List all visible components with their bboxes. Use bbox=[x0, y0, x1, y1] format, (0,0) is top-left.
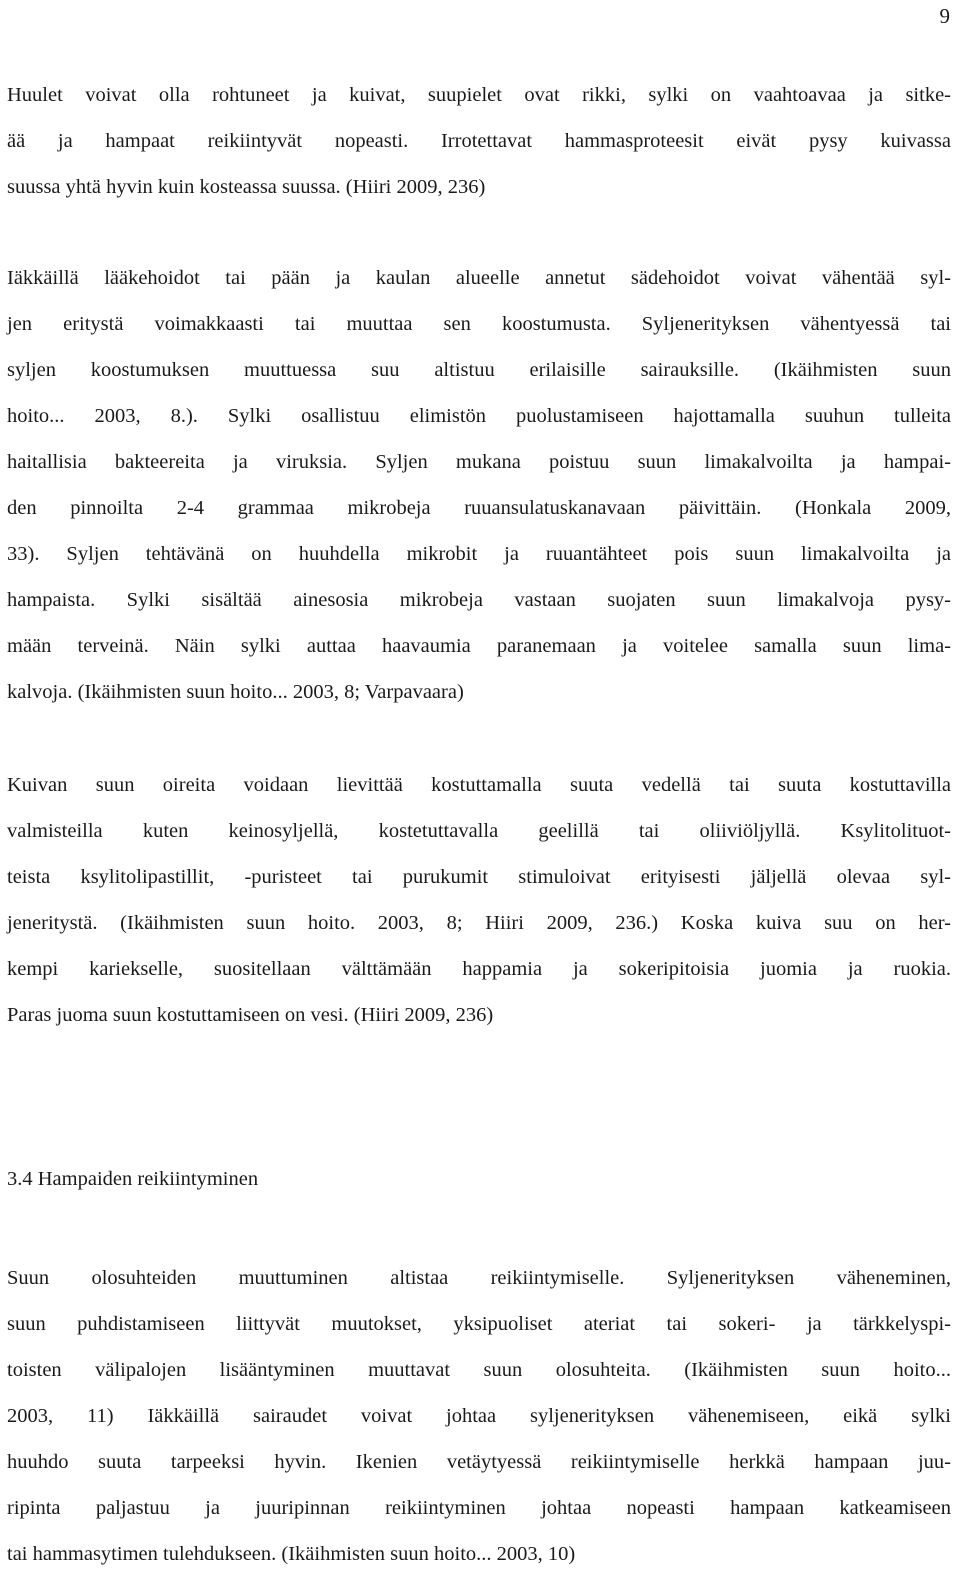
paragraph-5-line-6: ripinta paljastuu ja juuripinnan reikiintyminen johtaa nopeasti hampaan katkeamiseen bbox=[7, 1497, 951, 1519]
paragraph-2-line-8: hampaista. Sylki sisältää ainesosia mikrobeja vastaan suojaten suun limakalvoja pysy- bbox=[7, 589, 951, 611]
paragraph-1-line-3: suussa yhtä hyvin kuin kosteassa suussa. (Hiiri 2009, 236) bbox=[7, 176, 486, 198]
page-number: 9 bbox=[939, 4, 950, 28]
paragraph-5-line-2: suun puhdistamiseen liittyvät muutokset, yksipuoliset ateriat tai sokeri- ja tärkkelyspi- bbox=[7, 1313, 951, 1335]
paragraph-3-line-6: Paras juoma suun kostuttamiseen on vesi. (Hiiri 2009, 236) bbox=[7, 1004, 494, 1026]
paragraph-3-line-4: jeneritystä. (Ikäihmisten suun hoito. 2003, 8; Hiiri 2009, 236.) Koska kuiva suu on her- bbox=[7, 912, 951, 934]
paragraph-1-line-1: Huulet voivat olla rohtuneet ja kuivat, suupielet ovat rikki, sylki on vaahtoavaa ja sitke- bbox=[7, 84, 951, 106]
paragraph-1-line-2: ää ja hampaat reikiintyvät nopeasti. Irrotettavat hammasproteesit eivät pysy kuivassa bbox=[7, 130, 951, 152]
paragraph-2-line-1: Iäkkäillä lääkehoidot tai pään ja kaulan alueelle annetut sädehoidot voivat vähentää syl- bbox=[7, 267, 951, 289]
paragraph-3-line-3: teista ksylitolipastillit, -puristeet tai purukumit stimuloivat erityisesti jäljellä olevaa syl- bbox=[7, 866, 951, 888]
section-heading: 3.4 Hampaiden reikiintyminen bbox=[7, 1168, 259, 1190]
paragraph-2-line-5: haitallisia bakteereita ja viruksia. Syljen mukana poistuu suun limakalvoilta ja hampai- bbox=[7, 451, 951, 473]
paragraph-5-line-4: 2003, 11) Iäkkäillä sairaudet voivat johtaa syljenerityksen vähenemiseen, eikä sylki bbox=[7, 1405, 951, 1427]
paragraph-2-line-4: hoito... 2003, 8.). Sylki osallistuu elimistön puolustamiseen hajottamalla suuhun tulleita bbox=[7, 405, 951, 427]
paragraph-2-line-9: mään terveinä. Näin sylki auttaa haavaumia paranemaan ja voitelee samalla suun lima- bbox=[7, 635, 951, 657]
paragraph-5-line-3: toisten välipalojen lisääntyminen muuttavat suun olosuhteita. (Ikäihmisten suun hoito... bbox=[7, 1359, 951, 1381]
paragraph-2-line-7: 33). Syljen tehtävänä on huuhdella mikrobit ja ruuantähteet pois suun limakalvoilta ja bbox=[7, 543, 951, 565]
paragraph-3-line-5: kempi kariekselle, suositellaan välttämään happamia ja sokeripitoisia juomia ja ruokia. bbox=[7, 958, 951, 980]
paragraph-2-line-2: jen eritystä voimakkaasti tai muuttaa sen koostumusta. Syljenerityksen vähentyessä tai bbox=[7, 313, 951, 335]
paragraph-3-line-2: valmisteilla kuten keinosyljellä, kostetuttavalla geelillä tai oliiviöljyllä. Ksylitolituot- bbox=[7, 820, 951, 842]
paragraph-5-line-5: huuhdo suuta tarpeeksi hyvin. Ikenien vetäytyessä reikiintymiselle herkkä hampaan juu- bbox=[7, 1451, 951, 1473]
paragraph-5-line-1: Suun olosuhteiden muuttuminen altistaa reikiintymiselle. Syljenerityksen väheneminen, bbox=[7, 1267, 951, 1289]
paragraph-2-line-6: den pinnoilta 2-4 grammaa mikrobeja ruuansulatuskanavaan päivittäin. (Honkala 2009, bbox=[7, 497, 951, 519]
paragraph-2-line-10: kalvoja. (Ikäihmisten suun hoito... 2003, 8; Varpavaara) bbox=[7, 681, 464, 703]
paragraph-2-line-3: syljen koostumuksen muuttuessa suu altistuu erilaisille sairauksille. (Ikäihmisten suun bbox=[7, 359, 951, 381]
paragraph-5-line-7: tai hammasytimen tulehdukseen. (Ikäihmisten suun hoito... 2003, 10) bbox=[7, 1543, 576, 1565]
paragraph-3-line-1: Kuivan suun oireita voidaan lievittää kostuttamalla suuta vedellä tai suuta kostuttavilla bbox=[7, 774, 951, 796]
